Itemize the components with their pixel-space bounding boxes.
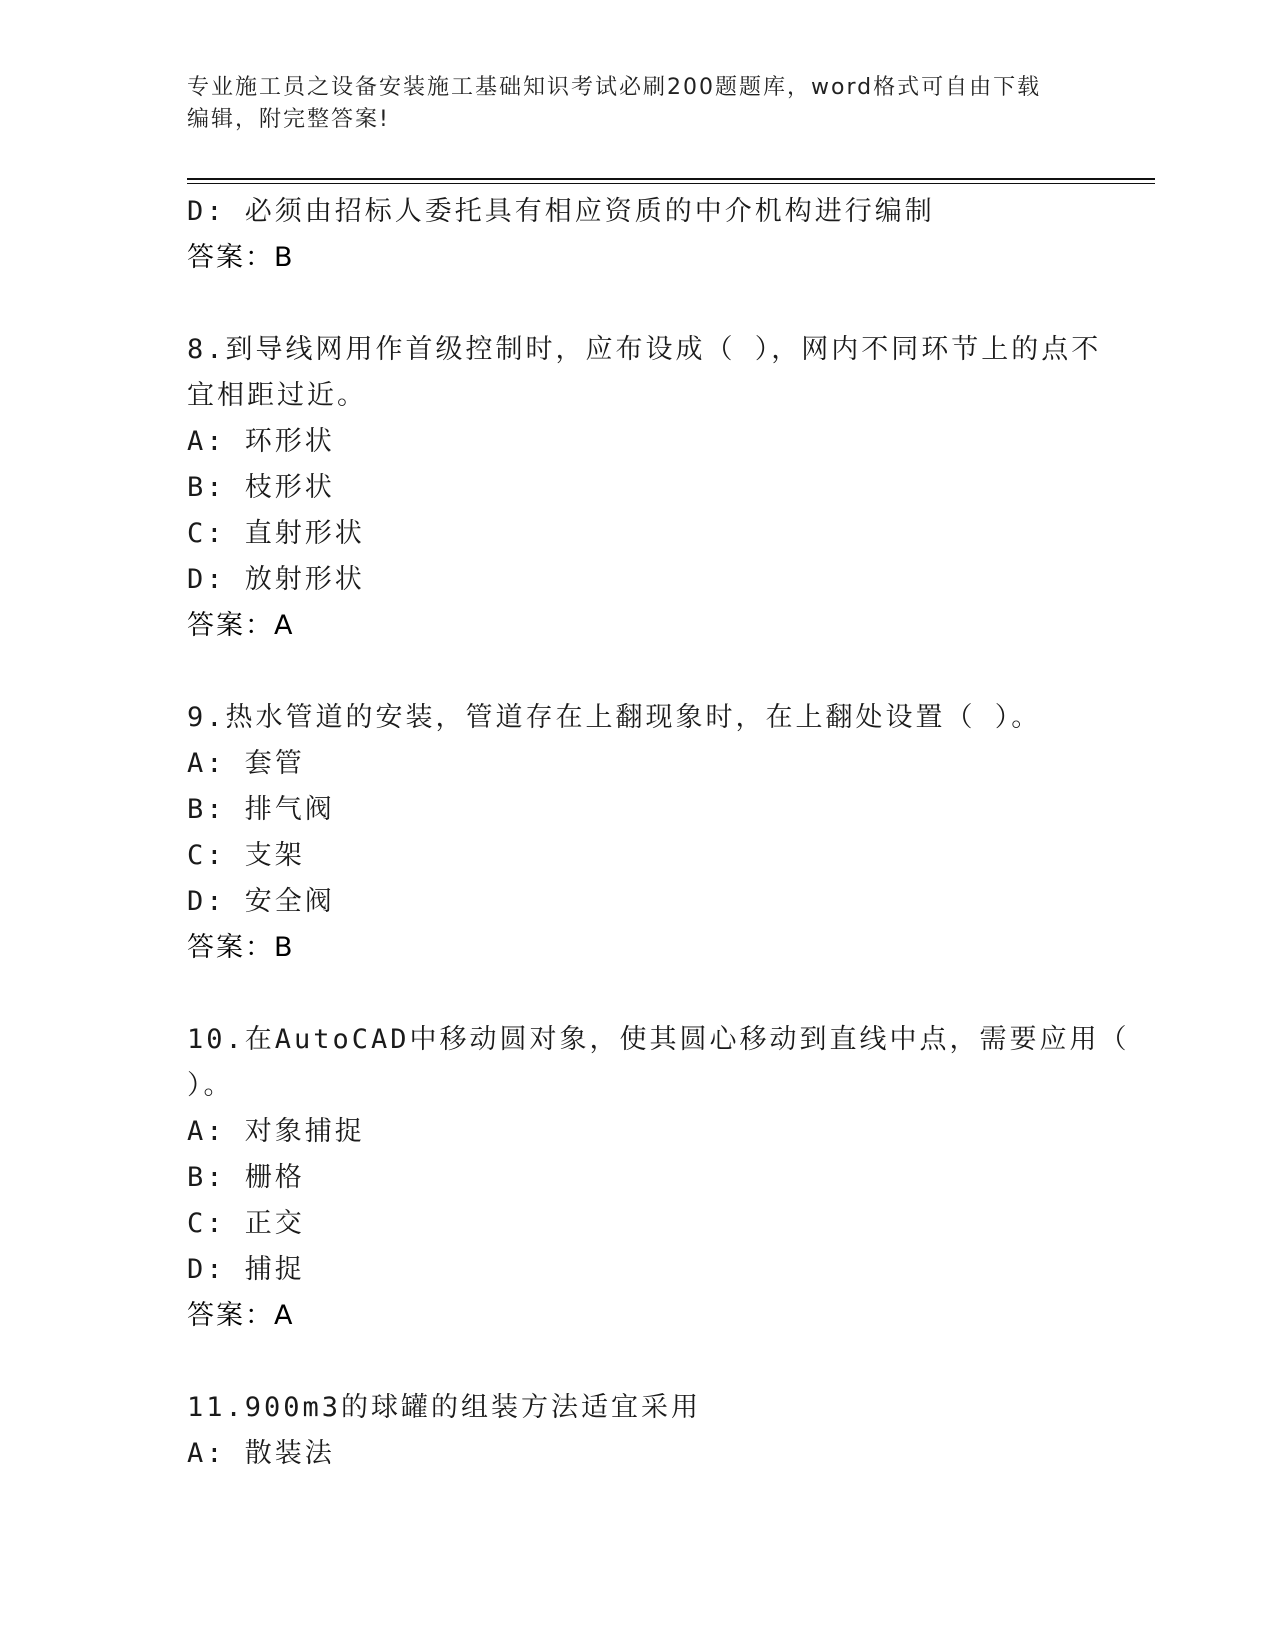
question-10 — [187, 1017, 1130, 1339]
option-a: A: 套管 — [187, 748, 305, 779]
question-stem: 9.热水管道的安装，管道存在上翻现象时，在上翻处设置（ ）。 — [187, 702, 1042, 733]
header-line-1: 专业施工员之设备安装施工基础知识考试必刷200题题库，word格式可自由下载 — [187, 75, 1042, 100]
option-b: B: 枝形状 — [187, 472, 335, 503]
question-stem: 11.900m3的球罐的组装方法适宜采用 — [187, 1392, 702, 1423]
option-d: D: 放射形状 — [187, 564, 365, 595]
option-c: C: 直射形状 — [187, 518, 365, 549]
option-b: B: 排气阀 — [187, 794, 335, 825]
option-d: D: 安全阀 — [187, 886, 335, 917]
prev-answer: 答案：B — [187, 242, 295, 273]
prev-option-d: D: 必须由招标人委托具有相应资质的中介机构进行编制 — [187, 196, 935, 227]
option-b: B: 栅格 — [187, 1162, 305, 1193]
header-divider-thin — [187, 183, 1155, 184]
question-8 — [187, 327, 1102, 649]
option-a: A: 环形状 — [187, 426, 335, 457]
question-stem-cont: 宜相距过近。 — [187, 380, 367, 411]
header-line-2: 编辑，附完整答案! — [187, 107, 390, 132]
option-a: A: 对象捕捉 — [187, 1116, 365, 1147]
option-c: C: 支架 — [187, 840, 305, 871]
question-stem: 8.到导线网用作首级控制时，应布设成（ ），网内不同环节上的点不 — [187, 334, 1102, 365]
answer: 答案：A — [187, 610, 295, 641]
answer: 答案：A — [187, 1300, 295, 1331]
document-header — [187, 72, 1087, 136]
question-stem-cont: ）。 — [187, 1070, 234, 1101]
option-d: D: 捕捉 — [187, 1254, 305, 1285]
question-11 — [187, 1385, 1087, 1477]
question-stem: 10.在AutoCAD中移动圆对象，使其圆心移动到直线中点，需要应用（ — [187, 1024, 1130, 1055]
header-divider-thick — [187, 178, 1155, 180]
question-9 — [187, 695, 1087, 971]
option-a: A: 散装法 — [187, 1438, 335, 1469]
answer: 答案：B — [187, 932, 295, 963]
option-c: C: 正交 — [187, 1208, 305, 1239]
question-content — [187, 189, 1130, 1477]
